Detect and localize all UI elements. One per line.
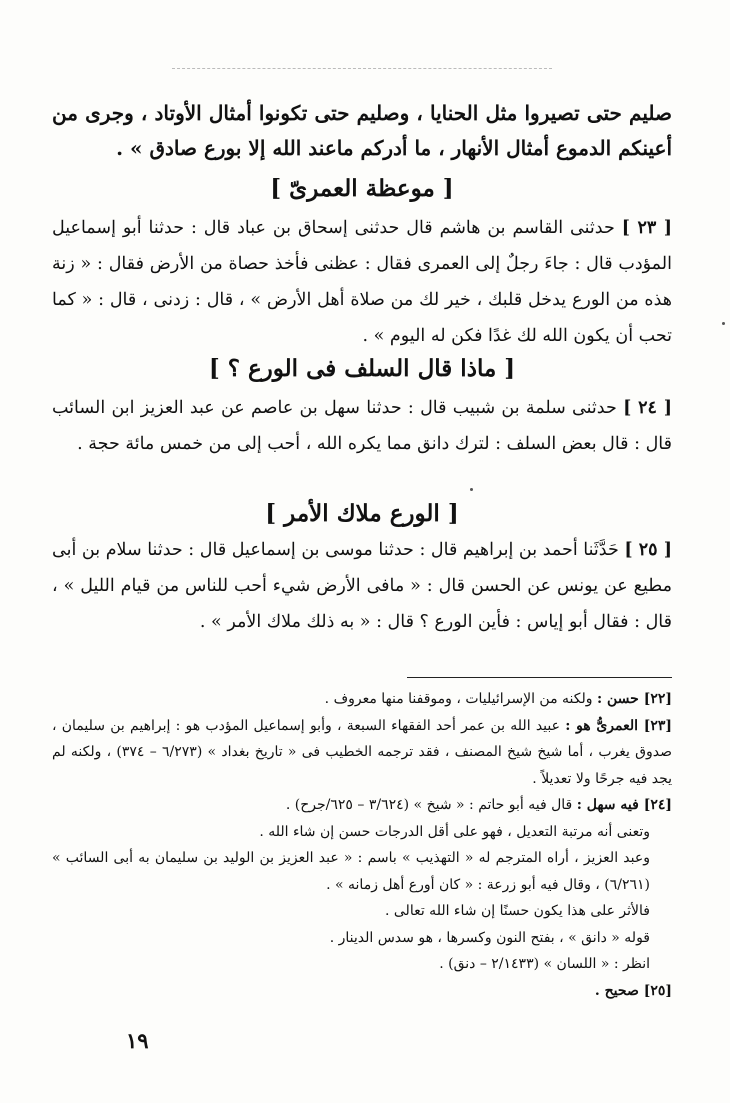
item-text: حدثنى القاسم بن هاشم قال حدثنى إسحاق بن عباد قال : حدثنا أبو إسماعيل المؤدب قال : جاءَ رجلٌ إلى العمرى فقال : عظنى فأخذ حصاة من الأرض فقال : « زنة هذه من الورع يدخل قلبك ، خير لك من صلاة أهل الأرض » ، قال : زدنى ، قال : « كما تحب أن يكون الله لك غدًا فكن له اليوم » . [52,218,672,346]
item-number: [ ٢٥ ] [624,540,672,560]
footnote-24-continued: قوله « دانق » ، بفتح النون وكسرها ، هو سدس الدينار . [329,929,650,946]
item-number: [ ٢٣ ] [621,218,672,238]
section-paragraph-24 [52,390,672,462]
footnote-24-continued: انظر : « اللسان » (٢/١٤٣٣ – دنق) . [439,956,650,972]
footnote-24-continued: وعبد العزيز ، أراه المترجم له « التهذيب » باسم : « عبد العزيز بن الوليد بن سليمان به أبى السائب » (٦/٢٦١) ، وقال فيه أبو زرعة : « كان أورع أهل زمانه » . [52,850,650,893]
top-divider [172,68,552,69]
section-heading-23: [ موعظة العمرىّ ] [270,175,454,202]
footnote-text: ولكنه من الإسرائيليات ، وموقفنا منها معروف . [324,691,593,707]
item-text: حدثنى سلمة بن شبيب قال : حدثنا سهل بن عاصم عن عبد العزيز ابن السائب قال : قال بعض السلف : لترك دانق مما يكره الله ، أحب إلى من خمس مائة حجة . [52,398,672,454]
footnote-25 [52,978,672,1005]
footnote-24-continued: فالأثر على هذا يكون حسنًا إن شاء الله تعالى . [384,903,650,919]
footnote-24-continued: وتعنى أنه مرتبة التعديل ، فهو على أقل الدرجات حسن إن شاء الله . [259,823,650,840]
footnote-label: [٢٢] حسن : [596,691,672,707]
footnote-22 [52,686,672,713]
footnote-24 [52,792,672,819]
footnote-text: قال فيه أبو حاتم : « شيخ » (٣/٦٢٤ – ٦٢٥/جرح) . [285,797,573,813]
intro-paragraph: صليم حتى تصيروا مثل الحنايا ، وصليم حتى تكونوا أمثال الأوتاد ، وجرى من أعينكم الدموع أمثال الأنهار ، ما أدركم ماعند الله إلا بورع صادق » . [52,101,672,160]
item-number: [ ٢٤ ] [623,398,672,418]
item-text: حَدَّثَنا أحمد بن إبراهيم قال : حدثنا موسى بن إسماعيل قال : حدثنا سلام بن أبى مطيع عن يونس عن الحسن قال : « مافى الأرض شيء أحب للناس من قيام الليل » ، قال : فقال أبو إياس : فأين الورع ؟ قال : « به ذلك ملاك الأمر » . [52,540,672,632]
page-number: ١٩ [126,1028,149,1053]
footnote-23 [52,713,672,793]
scan-speck [470,488,473,491]
footnote-text: عبيد الله بن عمر أحد الفقهاء السبعة ، وأبو إسماعيل المؤدب هو : إبراهيم بن سليمان ، صدوق يغرب ، أما شيخ شيخ المصنف ، فقد ترجمه الخطيب فى « تاريخ بغداد » (٦/٢٧٣ – ٣٧٤) ، ولكنه لم يجد فيه جرحًا ولا تعديلاً . [52,717,673,787]
footnotes [52,686,672,1004]
section-heading-24: [ ماذا قال السلف فى الورع ؟ ] [208,355,516,382]
footnote-label: [٢٣] العمرىُّ هو : [565,717,672,734]
book-page [52,0,672,1103]
section-paragraph-25 [52,532,672,640]
section-paragraph-23 [52,210,672,354]
footnote-label: [٢٤] فيه سهل : [576,797,672,813]
footnote-label: [٢٥] صحيح . [594,982,672,999]
footnote-divider [407,677,672,678]
scan-speck [722,322,725,325]
section-heading-25: [ الورع ملاك الأمر ] [265,500,459,527]
